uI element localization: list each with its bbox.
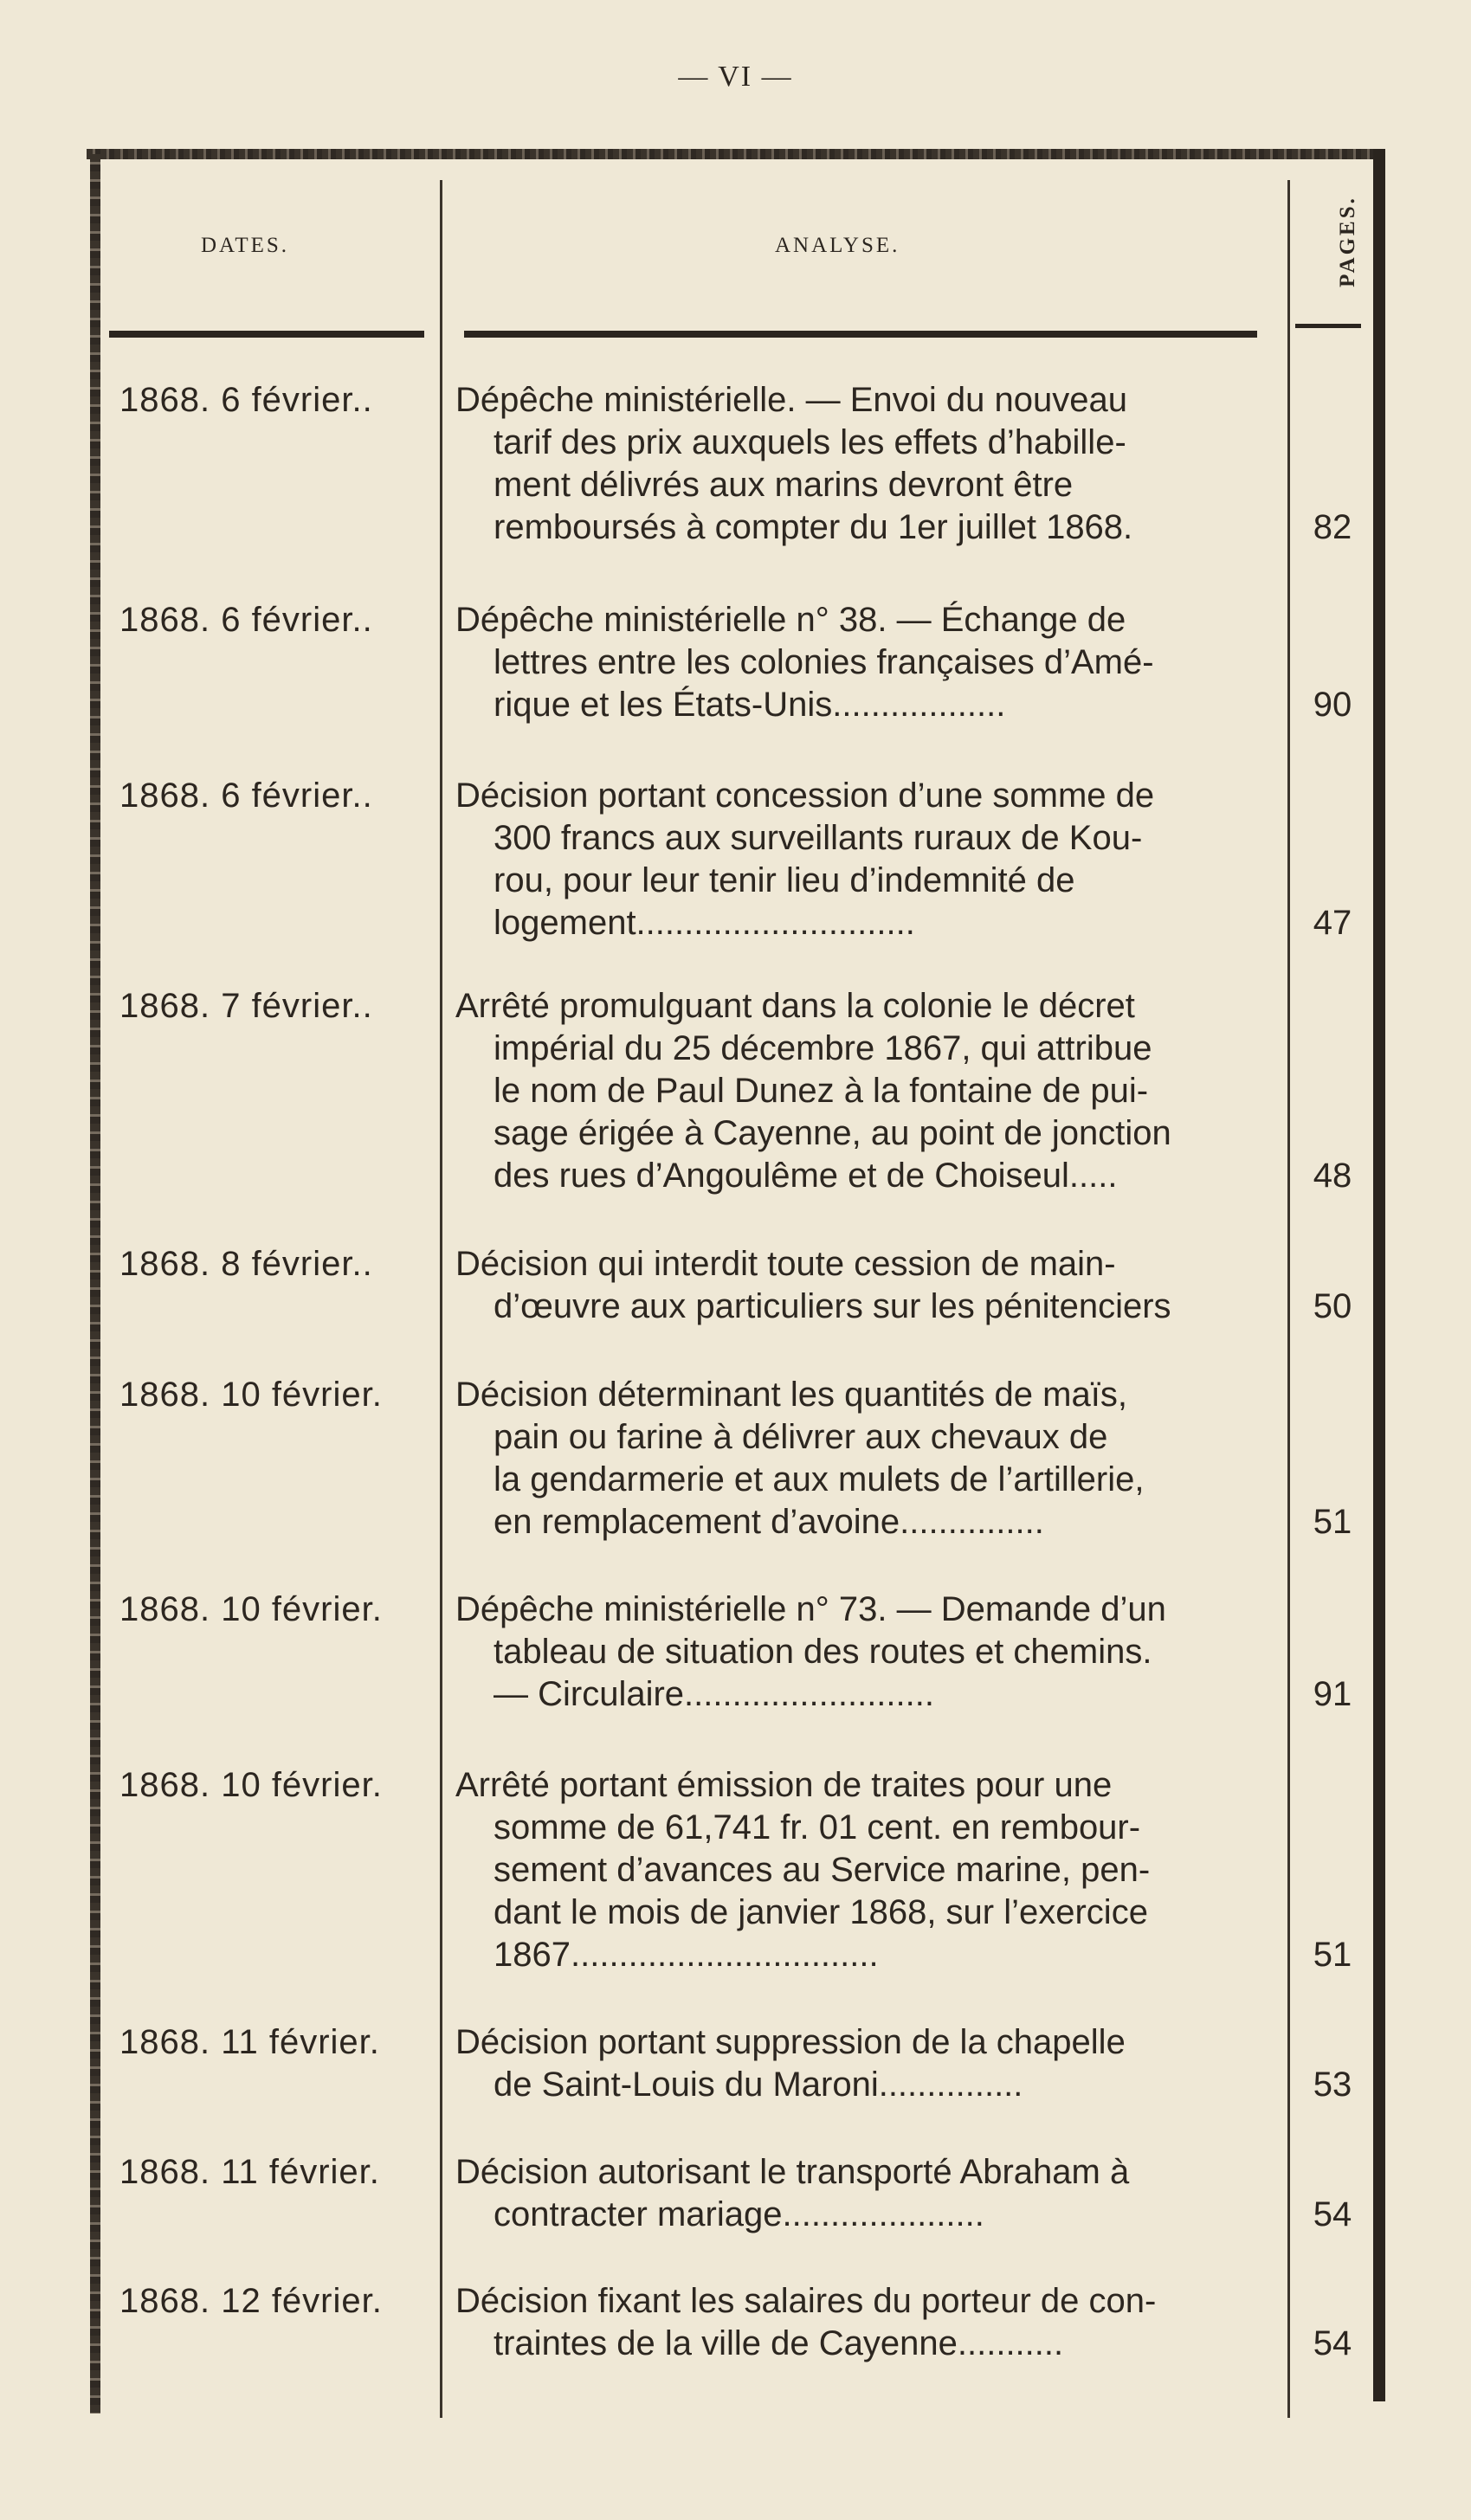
analysis-line: Dépêche ministérielle n° 38. — Échange de	[455, 601, 1126, 639]
page-number: — VI —	[678, 61, 793, 93]
row-date: 1868. 11 février.	[119, 2153, 380, 2191]
analysis-line: Décision portant concession d’une somme de	[455, 777, 1155, 815]
analysis-line: impérial du 25 décembre 1867, qui attribue	[494, 1029, 1152, 1067]
analysis-line: rique et les États-Unis..................	[494, 686, 1006, 724]
analysis-line: pain ou farine à délivrer aux chevaux de	[494, 1418, 1108, 1456]
analysis-line: remboursés à compter du 1er juillet 1868.	[494, 508, 1133, 546]
analysis-line: sage érigée à Cayenne, au point de jonction	[494, 1114, 1171, 1152]
row-date: 1868. 10 février.	[119, 1376, 383, 1414]
row-date: 1868. 6 février..	[119, 381, 373, 419]
analysis-line: Décision fixant les salaires du porteur de con-	[455, 2282, 1157, 2320]
analysis-line: de Saint-Louis du Maroni...............	[494, 2066, 1023, 2104]
analysis-line: Décision autorisant le transporté Abraham à	[455, 2153, 1130, 2191]
row-analysis	[455, 599, 1278, 726]
row-page-ref: 54	[1313, 2324, 1352, 2362]
analysis-line: contracter mariage.....................	[494, 2195, 984, 2233]
row-analysis	[455, 379, 1278, 549]
analysis-line: tarif des prix auxquels les effets d’habille-	[494, 423, 1126, 461]
row-date: 1868. 6 février..	[119, 777, 373, 815]
analysis-line: le nom de Paul Dunez à la fontaine de pui-	[494, 1072, 1149, 1110]
analysis-line: — Circulaire..........................	[494, 1675, 934, 1713]
row-date: 1868. 7 février..	[119, 987, 373, 1025]
row-analysis	[455, 985, 1278, 1197]
analysis-line: 1867................................	[494, 1936, 879, 1974]
analysis-line: Arrêté promulguant dans la colonie le décret	[455, 987, 1135, 1025]
row-analysis	[455, 1764, 1278, 1976]
analysis-line: traintes de la ville de Cayenne...........	[494, 2324, 1064, 2362]
analysis-line: Décision portant suppression de la chapelle	[455, 2023, 1126, 2061]
column-divider-dates	[440, 180, 442, 2418]
row-page-ref: 50	[1313, 1287, 1352, 1325]
row-page-ref: 91	[1313, 1675, 1352, 1713]
analysis-line: des rues d’Angoulême et de Choiseul.....	[494, 1157, 1118, 1195]
row-page-ref: 48	[1313, 1157, 1352, 1195]
header-rule-analyse	[464, 331, 1257, 338]
row-page-ref: 51	[1313, 1936, 1352, 1974]
row-date: 1868. 12 février.	[119, 2282, 383, 2320]
header-dates: DATES.	[201, 234, 290, 257]
header-analyse: ANALYSE.	[775, 234, 900, 257]
analysis-line: en remplacement d’avoine...............	[494, 1503, 1044, 1541]
analysis-line: Arrêté portant émission de traites pour une	[455, 1766, 1113, 1804]
column-divider-analyse	[1287, 180, 1290, 2418]
header-pages: PAGES.	[1335, 196, 1359, 287]
row-analysis	[455, 2021, 1278, 2106]
header-rule-pages	[1295, 324, 1361, 328]
row-page-ref: 82	[1313, 508, 1352, 546]
row-analysis	[455, 1374, 1278, 1544]
analysis-line: tableau de situation des routes et chemins.	[494, 1633, 1152, 1671]
row-analysis	[455, 2280, 1278, 2365]
header-rule-dates	[109, 331, 424, 338]
analysis-line: rou, pour leur tenir lieu d’indemnité de	[494, 861, 1075, 899]
analysis-line: sement d’avances au Service marine, pen-	[494, 1851, 1151, 1889]
row-date: 1868. 10 février.	[119, 1590, 383, 1628]
row-date: 1868. 8 février..	[119, 1245, 373, 1283]
analysis-line: ment délivrés aux marins devront être	[494, 466, 1074, 504]
analysis-line: la gendarmerie et aux mulets de l’artillerie,	[494, 1460, 1145, 1498]
table-top-rule	[87, 149, 1385, 159]
row-page-ref: 47	[1313, 904, 1352, 942]
analysis-line: Décision déterminant les quantités de maïs,	[455, 1376, 1127, 1414]
analysis-line: Décision qui interdit toute cession de main-	[455, 1245, 1116, 1283]
analysis-line: somme de 61,741 fr. 01 cent. en rembour-	[494, 1808, 1141, 1846]
row-analysis	[455, 1243, 1278, 1328]
row-page-ref: 53	[1313, 2066, 1352, 2104]
row-page-ref: 51	[1313, 1503, 1352, 1541]
row-analysis	[455, 2151, 1278, 2236]
analysis-line: dant le mois de janvier 1868, sur l’exercice	[494, 1893, 1148, 1931]
analysis-line: d’œuvre aux particuliers sur les pénitenciers	[494, 1287, 1171, 1325]
table-left-rule	[90, 154, 100, 2414]
row-page-ref: 54	[1313, 2195, 1352, 2233]
row-analysis	[455, 775, 1278, 944]
analysis-line: logement.............................	[494, 904, 915, 942]
table-right-rule	[1373, 149, 1385, 2401]
row-page-ref: 90	[1313, 686, 1352, 724]
row-analysis	[455, 1589, 1278, 1716]
row-date: 1868. 6 février..	[119, 601, 373, 639]
analysis-line: Dépêche ministérielle. — Envoi du nouveau	[455, 381, 1127, 419]
row-date: 1868. 10 février.	[119, 1766, 383, 1804]
analysis-line: 300 francs aux surveillants ruraux de Kou-	[494, 819, 1143, 857]
analysis-line: Dépêche ministérielle n° 73. — Demande d’un	[455, 1590, 1166, 1628]
row-date: 1868. 11 février.	[119, 2023, 380, 2061]
analysis-line: lettres entre les colonies françaises d’Amé-	[494, 643, 1154, 681]
